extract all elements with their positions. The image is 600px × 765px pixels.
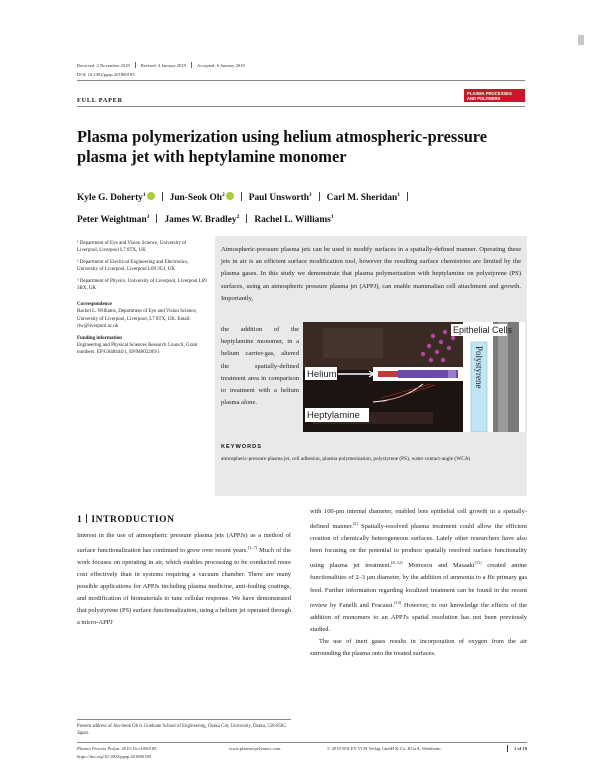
keywords-list: atmospheric-pressure plasma jet, cell adhesion, plasma polymerization, polystyrene (PS), water contact-angle (WCA): [221, 456, 471, 462]
journal-website[interactable]: www.plasma-polymers.com: [229, 746, 281, 751]
section-heading: [77, 514, 175, 525]
article-type: FULL PAPER: [77, 97, 123, 104]
citation-ref[interactable]: [2]: [352, 521, 358, 527]
section-title: INTRODUCTION: [91, 515, 175, 525]
epithelial-label: Epithelial Cells: [453, 325, 513, 335]
author-list: [77, 186, 527, 229]
body-column-left: [77, 530, 291, 630]
copyright: © 2019 WILEY-VCH Verlag GmbH & Co. KGaA, Weinheim: [327, 746, 441, 751]
affiliation: ¹ Department of Eye and Vision Science, University of Liverpool, Liverpool L7 8TX, UK: [77, 241, 187, 254]
revised-date: Revised: 4 January 2019: [140, 63, 186, 68]
author-affil: 2: [236, 213, 240, 220]
section-number: 1: [77, 515, 83, 525]
body-column-right: [310, 506, 527, 660]
abstract-text: Atmospheric-pressure plasma jets can be used to modify surfaces in a spatially-defined manner. Operating these jets in air is an efficient surface modification tool, however the resulting surface chemistries are limited by the plasma gases. In this study we demonstrate that plasma polymerization with heptylamine on polystyrene (PS) surfaces, using an atmospheric pressure plasma jet (APPJ), can enable mammalian cell attachment and growth. Importantly,: [221, 246, 521, 302]
author-affil: 1: [142, 192, 146, 198]
page-number: 1 of 10: [507, 745, 527, 752]
author-affil: 1: [330, 213, 334, 220]
funding-text: Engineering and Physical Sciences Research Council, Grant numbers: EP/G048444/1, EP/M002209/1: [77, 342, 198, 355]
affiliation: ³ Department of Physics, University of Liverpool, Liverpool L69 3BX, UK: [77, 278, 207, 292]
author-name[interactable]: Rachel L. Williams: [254, 214, 331, 225]
keywords-heading: KEYWORDS: [221, 444, 262, 450]
article-dates: [77, 62, 245, 68]
journal-logo-line2: AND POLYMERS: [467, 95, 501, 101]
corner-tab: [578, 35, 584, 45]
citation-ref[interactable]: [13]: [394, 599, 402, 605]
author-affil: 3: [146, 213, 150, 220]
paragraph-text: Motrescu and Masaaki: [402, 562, 475, 570]
funding-heading: Funding information: [77, 335, 122, 341]
divider: [77, 106, 525, 107]
doi[interactable]: DOI: 10.1002/ppap.201800185: [77, 72, 135, 77]
abstract-text-continued: the addition of the heptylamine monomer, in a helium carrier-gas, altered the spatially-defined treatment area in comparison to treatment with a helium plasma alone.: [221, 326, 299, 407]
author-name[interactable]: James W. Bradley: [164, 214, 237, 225]
paragraph-text: created amine functionalities of 2–3 μm diameter, by the addition of ammonia to a He primary gas feed. Further information regarding localized treatment can be found in the recent review by Fanelli and Fracassi.: [310, 562, 527, 609]
footnote: Present address of Jun-Seok Oh is Graduate School of Engineering, Osaka City University, Osaka, 558-8585 Japan.: [77, 724, 286, 736]
author-affil: 1: [397, 192, 400, 198]
correspondence-text: Rachel L. Williams, Department of Eye and Vision Science, University of Liverpool, Liverpool, L7 8TX, UK. Email: rlw@liverpool.ac.uk: [77, 309, 197, 329]
author-name[interactable]: Carl M. Sheridan: [326, 193, 398, 204]
paper-title: Plasma polymerization using helium atmospheric-pressure plasma jet with heptylamine monomer: [77, 127, 488, 166]
affiliation: ² Department of Electrical Engineering and Electronics, University of Liverpool, Liverpool L69 3GJ, UK: [77, 259, 189, 273]
polystyrene-label: Polystyrene: [474, 346, 484, 389]
citation-ref[interactable]: [11]: [474, 560, 482, 566]
author-name[interactable]: Paul Unsworth: [248, 193, 309, 204]
author-name[interactable]: Jun-Seok Oh: [169, 193, 222, 204]
orcid-icon[interactable]: [147, 192, 155, 200]
footnote-divider: [77, 719, 291, 720]
author-affil: 2: [222, 192, 225, 198]
author-affil: 3: [308, 192, 312, 198]
paragraph-text: Much of the work focuses on operating in air, which enables processing to be conducted more cost effectively than in systems requiring a vacuum chamber. There are many possible applications for APPJs including plasma medicine, anti-fouling coatings, and modification of biomaterials to tune cellular response. We have demonstrated that polystyrene (PS) surface functionalization, using a helium jet operated through a micro-APPJ: [77, 547, 291, 627]
orcid-icon[interactable]: [226, 192, 234, 200]
graphical-abstract: [303, 322, 525, 432]
accepted-date: Accepted: 6 January 2019: [196, 63, 245, 68]
paragraph-text: Spatially-resolved plasma treatment could allow the efficient creation of chemically heterogeneous surfaces. Lately other researchers have also been focusing on the potential to produce spatially resolved surface functionality using plasma jet treatment.: [310, 523, 527, 570]
correspondence-heading: Correspondence: [77, 302, 112, 308]
paragraph-text: The use of inert gases results in incorporation of oxygen from the air surrounding the plasma onto the treated surfaces.: [310, 637, 527, 657]
journal-logo-line1: PLASMA PROCESSES: [467, 90, 512, 96]
abstract-box: [215, 236, 527, 496]
author-name[interactable]: Kyle G. Doherty: [77, 193, 143, 204]
journal-logo: [464, 89, 525, 102]
received-date: Received: 2 November 2018: [77, 63, 130, 68]
paragraph-text: Interest in the use of atmospheric pressure plasma jets (APPJs) as a method of surface functionalization has continued to grow over recent years.: [77, 532, 291, 555]
paragraph-text: with 100-μm internal diameter, enabled lens epithelial cell growth in a spatially-defined manner.: [310, 508, 527, 531]
divider: [77, 80, 525, 81]
footer-divider: [77, 742, 527, 743]
heptylamine-label: Heptylamine: [307, 410, 360, 421]
paragraph-text: However, to our knowledge the effects of the addition of monomers to an APPJ's spatial resolution has not been previously studied.: [310, 601, 527, 633]
author-name[interactable]: Peter Weightman: [77, 214, 147, 225]
doi-link[interactable]: https://doi.org/10.1002/ppap.201800185: [77, 754, 152, 759]
journal-citation: Plasma Process Polym. 2019;16:e1800185.: [77, 746, 158, 751]
citation-ref[interactable]: [1–7]: [247, 545, 258, 551]
citation-ref[interactable]: [8–12]: [391, 560, 403, 566]
helium-label: Helium: [307, 369, 337, 380]
affiliations-column: [77, 240, 207, 361]
